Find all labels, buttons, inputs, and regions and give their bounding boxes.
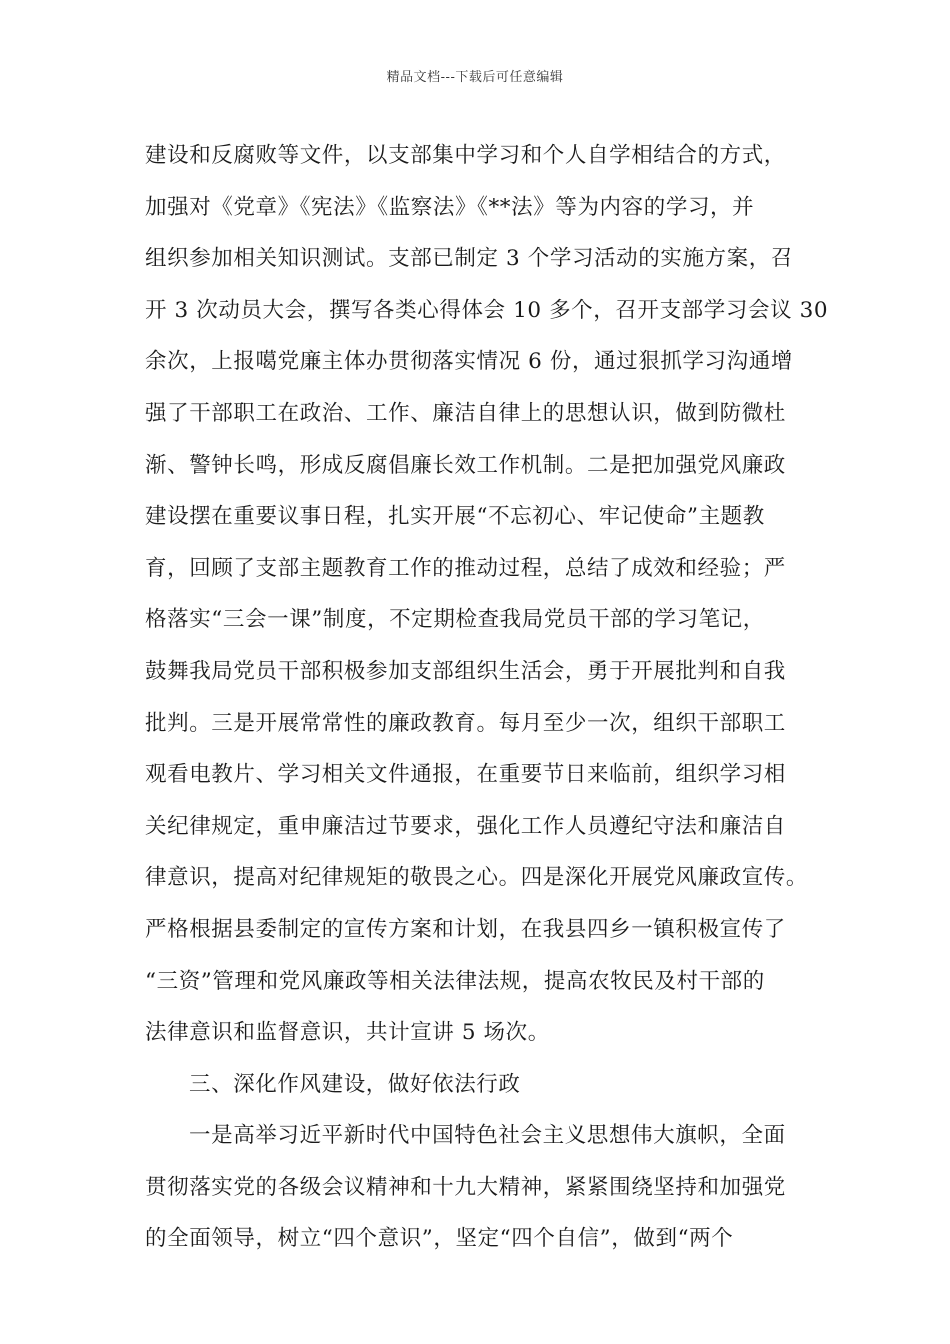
text-line: 渐、警钟长鸣，形成反腐倡廉长效工作机制。二是把加强党风廉政 — [145, 452, 786, 478]
text-line: 法律意识和监督意识，共计宣讲 5 场次。 — [145, 1020, 550, 1046]
document-body — [145, 130, 829, 1265]
text-line: 律意识，提高对纪律规矩的敬畏之心。四是深化开展党风廉政宣传。 — [145, 865, 809, 891]
page-header: 精品文档---下载后可任意编辑 — [386, 70, 564, 85]
text-line: 建设摆在重要议事日程，扎实开展“不忘初心、牢记使命”主题教 — [145, 504, 765, 530]
section-heading: 三、深化作风建设，做好依法行政 — [189, 1071, 521, 1097]
text-line: “三资”管理和党风廉政等相关法律法规，提高农牧民及村干部的 — [145, 968, 765, 994]
text-line: 严格根据县委制定的宣传方案和计划，在我县四乡一镇积极宣传了 — [145, 916, 786, 942]
paragraph-start-line: 一是高举习近平新时代中国特色社会主义思想伟大旗帜，全面 — [189, 1123, 786, 1149]
text-line: 开 3 次动员大会，撰写各类心得体会 10 多个，召开支部学习会议 30 — [145, 297, 829, 323]
text-line: 批判。三是开展常常性的廉政教育。每月至少一次，组织干部职工 — [145, 710, 786, 736]
text-line: 强了干部职工在政治、工作、廉洁自律上的思想认识，做到防微杜 — [145, 400, 786, 426]
text-line: 观看电教片、学习相关文件通报，在重要节日来临前，组织学习相 — [145, 762, 786, 788]
text-line: 余次，上报噶党廉主体办贯彻落实情况 6 份，通过狠抓学习沟通增 — [145, 349, 793, 375]
text-line: 的全面领导，树立“四个意识”，坚定“四个自信”，做到“两个 — [145, 1226, 734, 1252]
text-line: 鼓舞我局党员干部积极参加支部组织生活会，勇于开展批判和自我 — [145, 658, 786, 684]
text-line: 组织参加相关知识测试。支部已制定 3 个学习活动的实施方案，召 — [145, 246, 793, 272]
text-line: 格落实“三会一课”制度，不定期检查我局党员干部的学习笔记， — [145, 607, 765, 633]
text-line: 建设和反腐败等文件，以支部集中学习和个人自学相结合的方式， — [145, 143, 786, 168]
text-line: 育，回顾了支部主题教育工作的推动过程，总结了成效和经验；严 — [145, 555, 786, 581]
text-line: 关纪律规定，重申廉洁过节要求，强化工作人员遵纪守法和廉洁自 — [145, 813, 786, 839]
text-line: 加强对《党章》《宪法》《监察法》《**法》等为内容的学习，并 — [145, 194, 755, 220]
text-line: 贯彻落实党的各级会议精神和十九大精神，紧紧围绕坚持和加强党 — [145, 1174, 786, 1200]
